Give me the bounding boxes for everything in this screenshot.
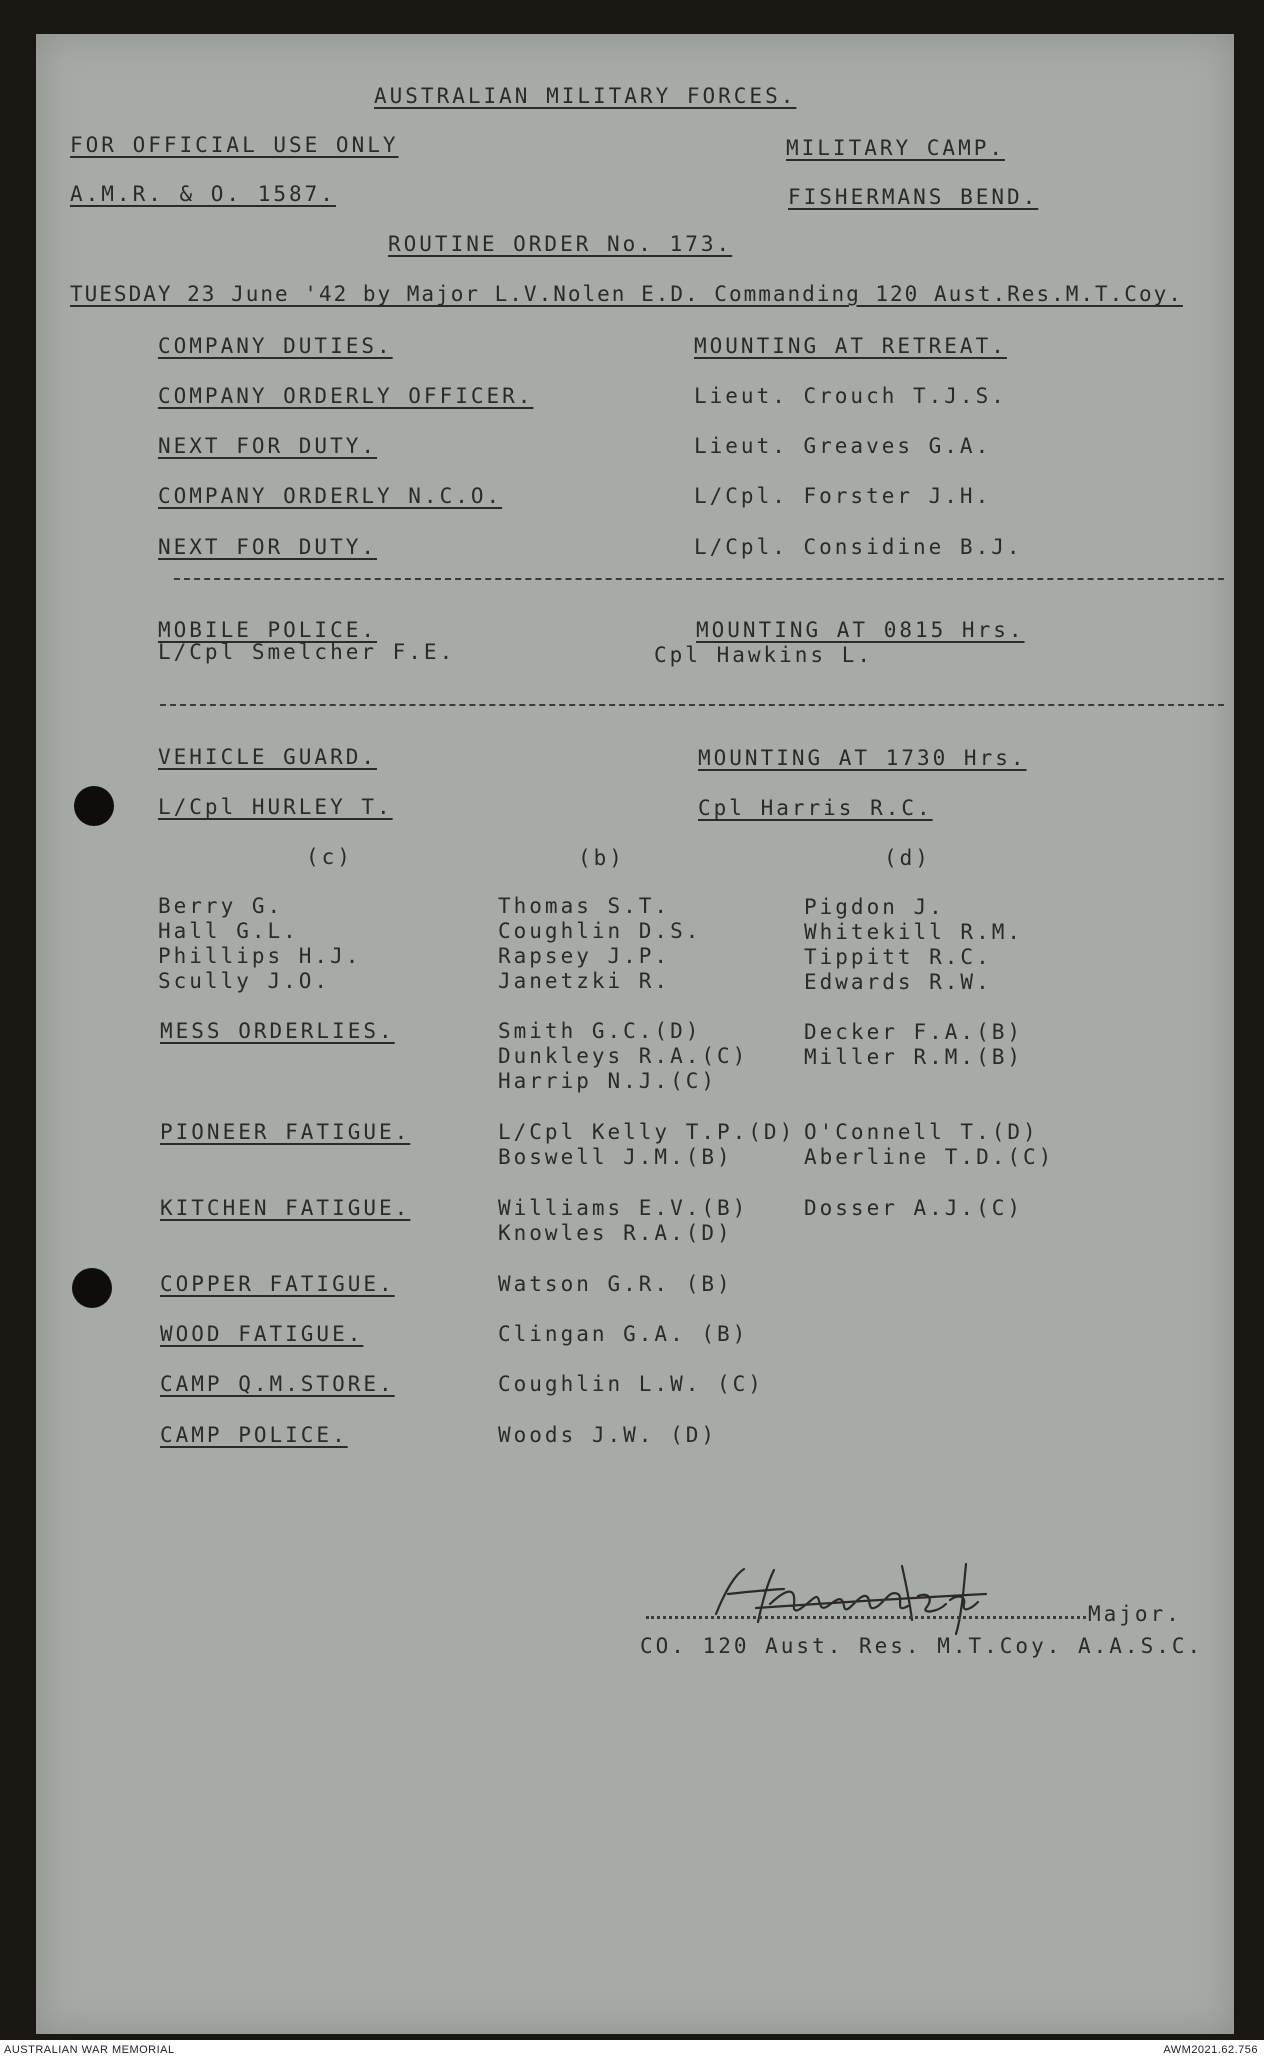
fatigue-label: KITCHEN FATIGUE. [160,1196,411,1220]
fatigue-label: WOOD FATIGUE. [160,1322,364,1346]
punch-hole [74,786,114,826]
duty-label: NEXT FOR DUTY. [158,535,378,559]
vehicle-guard-heading: VEHICLE GUARD. [158,745,378,769]
guard-name: Phillips H.J. [158,944,362,968]
forces-heading: AUSTRALIAN MILITARY FORCES. [374,84,797,108]
guard-name: Edwards R.W. [804,970,992,994]
duty-person: Lieut. Greaves G.A. [694,434,992,458]
fatigue-person: Smith G.C.(D) [498,1019,702,1043]
fatigue-person: Harrip N.J.(C) [498,1069,718,1093]
fatigue-person: Miller R.M.(B) [804,1045,1024,1069]
fatigue-person: Watson G.R. (B) [498,1272,733,1296]
amr-reference: A.M.R. & O. 1587. [70,182,336,206]
fatigue-label: CAMP POLICE. [160,1423,348,1447]
guard-name: Rapsey J.P. [498,944,671,968]
guard-name: Coughlin D.S. [498,919,702,943]
fatigue-person: Williams E.V.(B) [498,1196,749,1220]
fatigue-person: O'Connell T.(D) [804,1120,1039,1144]
fatigue-label: COPPER FATIGUE. [160,1272,395,1296]
archive-credit: AUSTRALIAN WAR MEMORIAL [4,2044,175,2056]
fatigue-person: Decker F.A.(B) [804,1020,1024,1044]
mobile-police-person: Cpl Hawkins L. [654,643,874,667]
fatigue-label: CAMP Q.M.STORE. [160,1372,395,1396]
duty-person: Lieut. Crouch T.J.S. [694,384,1007,408]
fatigue-person: L/Cpl Kelly T.P.(D) [498,1120,796,1144]
duty-person: L/Cpl. Forster J.H. [694,484,992,508]
fatigue-person: Woods J.W. (D) [498,1423,718,1447]
mobile-police-heading: MOBILE POLICE. [158,618,378,642]
fatigue-label: PIONEER FATIGUE. [160,1120,411,1144]
section-d-label: (d) [884,846,931,870]
location-label: FISHERMANS BEND. [788,185,1039,209]
signature-line [646,1616,1086,1619]
duty-label: NEXT FOR DUTY. [158,434,378,458]
fatigue-person: Coughlin L.W. (C) [498,1372,764,1396]
company-duties-heading: COMPANY DUTIES. [158,334,393,358]
mobile-police-person: L/Cpl Smelcher F.E. [158,640,456,664]
guard-name: Tippitt R.C. [804,945,992,969]
mounting-retreat-heading: MOUNTING AT RETREAT. [694,334,1007,358]
section-b-label: (b) [578,846,625,870]
section-c-label: (c) [306,845,353,869]
duty-person: L/Cpl. Considine B.J. [694,535,1023,559]
fatigue-person: Dunkleys R.A.(C) [498,1044,749,1068]
section-divider [174,578,1224,580]
official-use-label: FOR OFFICIAL USE ONLY [70,133,399,157]
guard-name: Pigdon J. [804,895,945,919]
guard-name: Berry G. [158,894,284,918]
fatigue-label: MESS ORDERLIES. [160,1019,395,1043]
fatigue-person: Aberline T.D.(C) [804,1145,1055,1169]
punch-hole [72,1268,112,1308]
mounting-1730-heading: MOUNTING AT 1730 Hrs. [698,746,1027,770]
mounting-0815-heading: MOUNTING AT 0815 Hrs. [696,618,1025,642]
guard-commander: L/Cpl HURLEY T. [158,795,393,819]
guard-name: Janetzki R. [498,969,671,993]
archive-reference: AWM2021.62.756 [1163,2044,1258,2056]
camp-label: MILITARY CAMP. [786,136,1006,160]
guard-name: Hall G.L. [158,919,299,943]
guard-name: Thomas S.T. [498,894,671,918]
document-page [36,34,1234,2034]
fatigue-person: Boswell J.M.(B) [498,1145,733,1169]
signature-unit: CO. 120 Aust. Res. M.T.Coy. A.A.S.C. [640,1634,1204,1658]
order-dateline: TUESDAY 23 June '42 by Major L.V.Nolen E.D. Commanding 120 Aust.Res.M.T.Coy. [70,282,1183,306]
guard-name: Scully J.O. [158,969,331,993]
signature-rank: Major. [1088,1602,1182,1626]
section-divider [160,704,1224,706]
duty-label: COMPANY ORDERLY N.C.O. [158,484,503,508]
fatigue-person: Dosser A.J.(C) [804,1196,1024,1220]
guard-nco: Cpl Harris R.C. [698,796,933,820]
routine-order-number: ROUTINE ORDER No. 173. [388,232,733,256]
guard-name: Whitekill R.M. [804,920,1024,944]
fatigue-person: Knowles R.A.(D) [498,1221,733,1245]
duty-label: COMPANY ORDERLY OFFICER. [158,384,534,408]
fatigue-person: Clingan G.A. (B) [498,1322,749,1346]
